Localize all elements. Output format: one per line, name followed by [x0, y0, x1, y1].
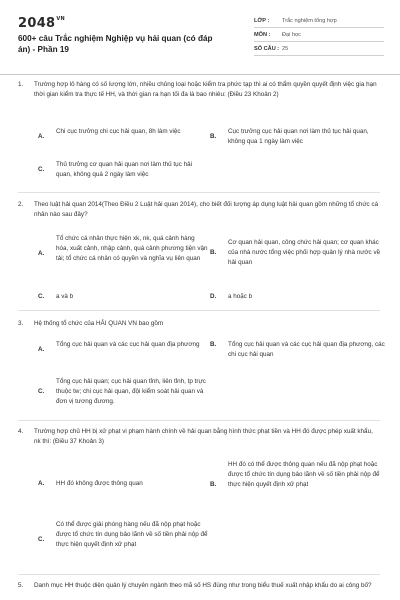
- header: [0, 0, 400, 70]
- option-letter: B.: [210, 481, 217, 488]
- option-letter: A.: [38, 133, 45, 140]
- question-1: [18, 80, 380, 100]
- question-number: 3.: [18, 320, 24, 327]
- option-letter: B.: [210, 341, 217, 348]
- question-separator: [18, 420, 380, 421]
- document-meta: [254, 14, 384, 56]
- option-4a[interactable]: [38, 479, 198, 489]
- option-text: Tổng cục hải quan; cục hải quan tỉnh, liên tỉnh, tp trực thuộc tw; chi cục hải quan, đội kiểm soát hải quan và đơn vị tương đương.: [56, 378, 206, 405]
- question-text: Trường hợp lô hàng có số lượng lớn, nhiều chủng loại hoặc kiểm tra phức tạp thì ai có thẩm quyền quyết định việc gia hạn thời gian kiểm tra thực tế HH, và thời gian ra hạn tối đa là bao nhiêu: (Điều 23 Khoản 2): [34, 81, 377, 98]
- option-text: Chi cục trưởng chi cục hải quan, 8h làm việc: [56, 128, 181, 135]
- meta-key: SỐ CÂU :: [254, 45, 280, 52]
- option-2b[interactable]: [210, 238, 385, 268]
- question-separator: [18, 574, 380, 575]
- option-letter: D.: [210, 293, 217, 300]
- option-4b[interactable]: [210, 460, 382, 490]
- question-text: Hệ thống tổ chức của HẢI QUAN VN bao gồm: [34, 320, 164, 327]
- question-number: 2.: [18, 201, 24, 208]
- option-letter: C.: [38, 536, 45, 543]
- meta-row-subject: [254, 28, 384, 42]
- option-text: HH đó không được thông quan: [56, 480, 143, 487]
- question-5: [18, 581, 380, 591]
- question-text: Danh mục HH thuộc diện quản lý chuyên ngành theo mã số HS đúng như trong biểu thuế xuất nhập khẩu do ai công bố?: [34, 582, 372, 589]
- meta-value: Đại học: [282, 31, 301, 38]
- site-logo[interactable]: $2048^{VN}$: [18, 16, 66, 31]
- option-text: Có thể được giải phóng hàng nếu đã nộp phạt hoặc được tổ chức tín dụng bảo lãnh về số tiền phải nộp để thực hiện quyết định xử phạt: [56, 521, 208, 548]
- question-2: [18, 200, 380, 220]
- option-text: HH đó có thể được thông quan nếu đã nộp phạt hoặc được tổ chức tín dụng bảo lãnh về số tiền phải nộp để thực hiện quyết định xử phạt: [228, 461, 380, 488]
- question-separator: [18, 192, 380, 193]
- question-4: [18, 427, 380, 447]
- option-1a[interactable]: [38, 127, 198, 140]
- option-1c[interactable]: [38, 160, 208, 180]
- option-letter: B.: [210, 133, 217, 140]
- option-text: Cơ quan hải quan, công chức hải quan; cơ quan khác của nhà nước tổng việc phối hợp quản lý nhà nước về hải quan: [228, 239, 381, 266]
- option-text: Thủ trưởng cơ quan hải quan nơi làm thủ tục hải quan, không quá 2 ngày làm việc: [56, 161, 192, 178]
- option-2c[interactable]: [38, 292, 198, 302]
- option-2d[interactable]: [210, 292, 380, 302]
- option-2a[interactable]: [38, 234, 208, 264]
- option-1b[interactable]: [210, 127, 380, 147]
- option-text: Tổ chức cá nhân thực hiện xk, nk, quá cảnh hàng hóa, xuất cảnh, nhập cảnh, quá cảnh phương tiện vận tải; tổ chức cá nhân có quyền và nghĩa vụ liên quan: [56, 235, 208, 262]
- meta-key: LỚP :: [254, 17, 270, 24]
- question-number: 5.: [18, 582, 24, 589]
- header-divider: [0, 74, 400, 75]
- option-text: Cục trưởng cục hải quan nơi làm thủ tục hải quan, không qua 1 ngày làm việc: [228, 128, 369, 145]
- document-title: 600+ câu Trắc nghiệm Nghiệp vụ hải quan (có đáp án) - Phần 19: [18, 34, 213, 54]
- option-letter: A.: [38, 250, 45, 257]
- option-4c[interactable]: [38, 520, 208, 550]
- question-text: Trường hợp chủ HH bị xử phạt vi phạm hành chính về hải quan bằng hình thức phạt tiền và HH đó được phép xuất khẩu, nk thì: (Điều 37 Khoản 3): [34, 428, 373, 445]
- meta-row-class: [254, 14, 384, 28]
- meta-key: MÔN :: [254, 31, 271, 38]
- logo-suffix: VN: [56, 16, 66, 22]
- question-number: 1.: [18, 81, 24, 88]
- question-separator: [18, 310, 380, 311]
- option-letter: A.: [38, 480, 45, 487]
- option-letter: A.: [38, 346, 45, 353]
- option-letter: C.: [38, 388, 45, 395]
- option-letter: C.: [38, 293, 45, 300]
- option-text: a và b: [56, 293, 74, 300]
- option-letter: C.: [38, 166, 45, 173]
- option-3a[interactable]: [38, 340, 203, 353]
- meta-value: 25: [282, 45, 289, 52]
- option-letter: B.: [210, 249, 217, 256]
- meta-value: Trắc nghiệm tổng hợp: [282, 17, 337, 24]
- question-3: [18, 319, 380, 329]
- option-text: Tổng cục hải quan và các cục hải quan địa phương: [56, 341, 200, 348]
- question-text: Theo luật hải quan 2014(Theo Điều 2 Luật hải quan 2014), cho biết đối tượng áp dụng luật hải quan gồm những tổ chức cá nhân nào sau đây?: [34, 201, 379, 218]
- option-text: Tổng cục hải quan và các cục hải quan địa phương, các chi cục hải quan: [228, 341, 385, 358]
- option-text: a hoặc b: [228, 293, 253, 300]
- question-number: 4.: [18, 428, 24, 435]
- option-3b[interactable]: [210, 340, 385, 360]
- meta-row-count: [254, 42, 384, 56]
- option-3c[interactable]: [38, 377, 208, 407]
